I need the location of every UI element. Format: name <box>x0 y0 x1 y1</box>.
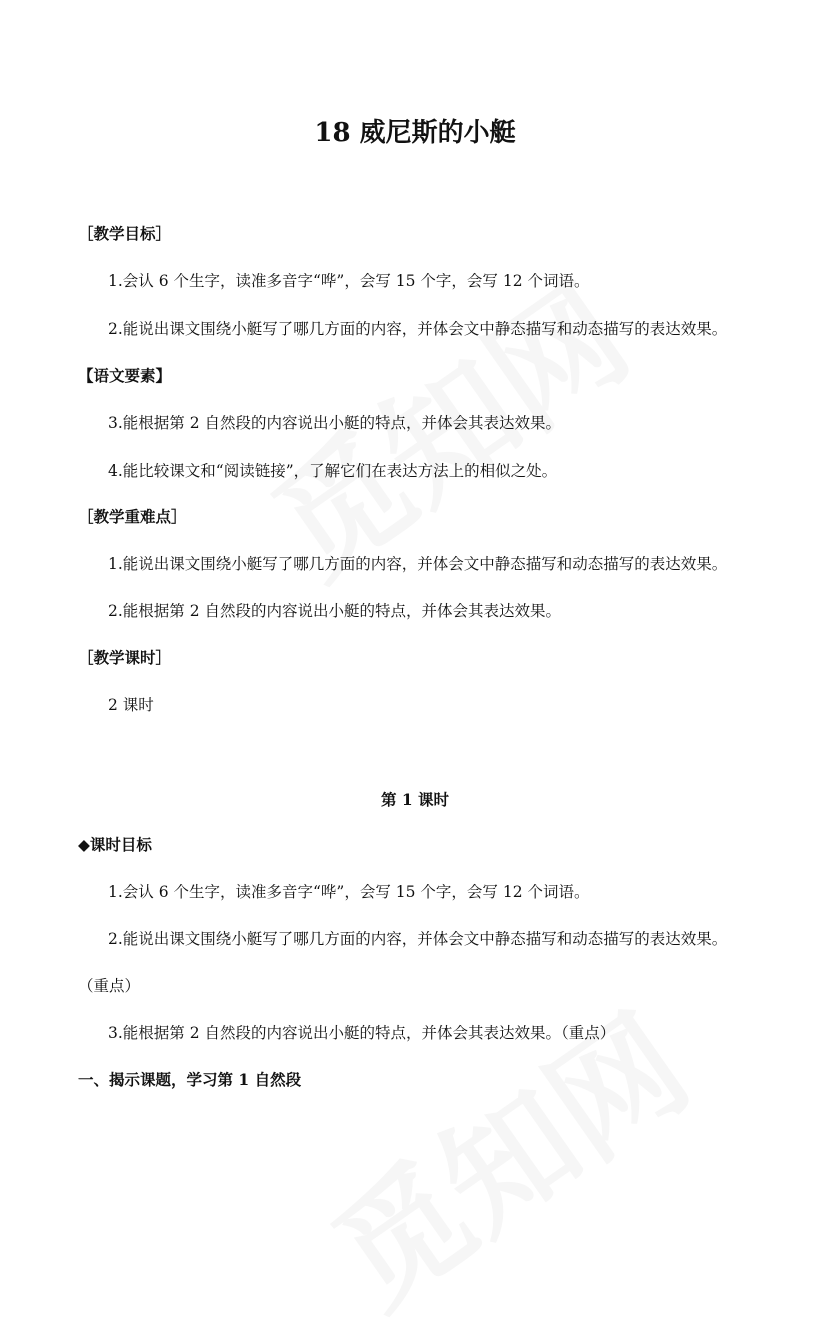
lesson1-goal-item-2-continued: （重点） <box>78 977 141 995</box>
language-element-item-3: 3.能根据第 2 自然段的内容说出小艇的特点，并体会其表达效果。 <box>108 414 562 432</box>
teaching-goal-item-2: 2.能说出课文围绕小艇写了哪几方面的内容，并体会文中静态描写和动态描写的表达效果。 <box>108 320 728 338</box>
key-points-heading: ［教学重难点］ <box>78 507 187 526</box>
lesson1-goal-item-2: 2.能说出课文围绕小艇写了哪几方面的内容，并体会文中静态描写和动态描写的表达效果。 <box>108 930 728 948</box>
lesson1-goal-item-1: 1.会认 6 个生字，读准多音字“哗”，会写 15 个字，会写 12 个词语。 <box>108 883 590 901</box>
key-point-item-2: 2.能根据第 2 自然段的内容说出小艇的特点，并体会其表达效果。 <box>108 602 562 620</box>
document-title: 18 威尼斯的小艇 <box>314 118 516 148</box>
part1-heading: 一、揭示课题，学习第 1 自然段 <box>78 1070 302 1089</box>
language-elements-heading: 【语文要素】 <box>78 366 172 385</box>
class-hours-heading: ［教学课时］ <box>78 648 172 667</box>
teaching-goal-item-1: 1.会认 6 个生字，读准多音字“哗”，会写 15 个字，会写 12 个词语。 <box>108 272 590 290</box>
teaching-goals-heading: ［教学目标］ <box>78 224 172 243</box>
key-point-item-1: 1.能说出课文围绕小艇写了哪几方面的内容，并体会文中静态描写和动态描写的表达效果。 <box>108 555 728 573</box>
lesson1-goals-heading: ◆课时目标 <box>78 835 152 854</box>
lesson1-goal-item-3: 3.能根据第 2 自然段的内容说出小艇的特点，并体会其表达效果。（重点） <box>108 1024 616 1042</box>
language-element-item-4: 4.能比较课文和“阅读链接”，了解它们在表达方法上的相似之处。 <box>108 462 558 480</box>
lesson1-heading: 第 1 课时 <box>380 790 450 809</box>
class-hours-value: 2 课时 <box>108 696 154 714</box>
